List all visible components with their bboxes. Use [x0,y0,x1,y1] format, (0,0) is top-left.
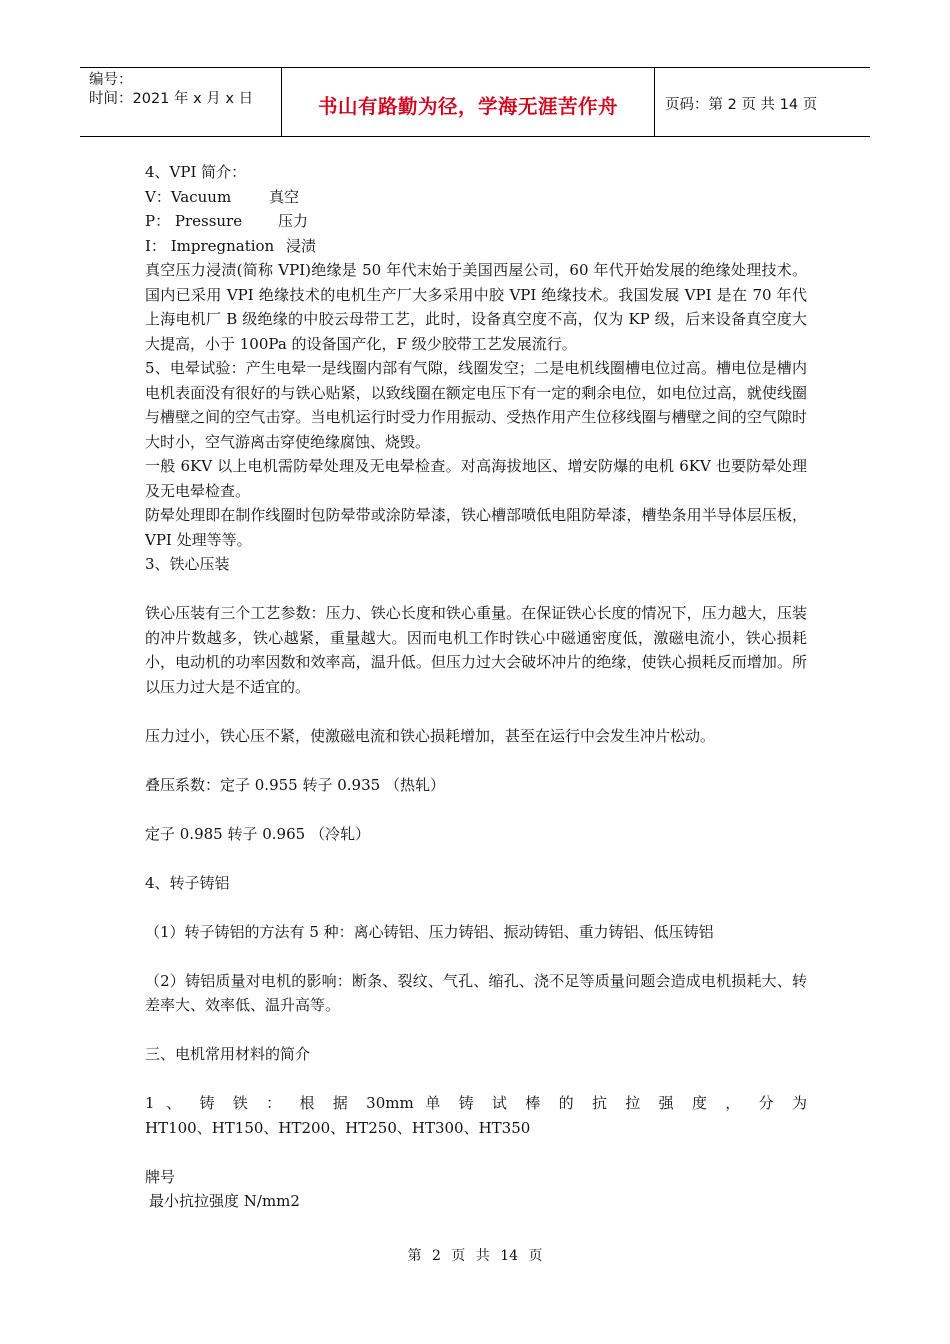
vpi-p-row [145,209,807,234]
vpi-i-key: I： Impregnation [145,236,275,255]
rotor-heading: 4、转子铸铝 [145,873,230,892]
core-paragraph-1: 铁心压装有三个工艺参数：压力、铁心长度和铁心重量。在保证铁心长度的情况下，压力越大，压装的冲片数越多，铁心越紧，重量越大。因而电机工作时铁心中磁通密度低，激磁电流小，铁心损耗小，电动机的功率因数和效率高，温升低。但压力过大会破坏冲片的绝缘，使铁心损耗反而增加。所以压力过大是不适宜的。 [145,604,807,696]
cast-iron-line-2: HT100、HT150、HT200、HT250、HT300、HT350 [145,1118,531,1137]
materials-heading: 三、电机常用材料的简介 [145,1045,311,1063]
rotor-item-2: （2）铸铝质量对电机的影响：断条、裂纹、气孔、缩孔、浇不足等质量问题会造成电机损耗大、转差率大、效率低、温升高等。 [145,971,807,1014]
vpi-v-row [145,185,807,210]
page-header [80,67,870,137]
vpi-v-value: 真空 [269,187,300,206]
vpi-paragraph: 真空压力浸渍(简称 VPI)绝缘是 50 年代末始于美国西屋公司，60 年代开始发展的绝缘处理技术。国内已采用 VPI 绝缘技术的电机生产厂大多采用中胶 VPI 绝缘技术。我国发展 VPI 是在 70 年代上海电机厂 B 级绝缘的中胶云母带工艺，此时，设备真空度不高，仅为 KP 级，后来设备真空度大大提高，小于 100Pa 的设备国产化，F 级少胶带工艺发展流行。 [145,261,807,353]
page-footer: 第 2 页 共 14 页 [407,1248,543,1264]
core-heading: 3、铁心压装 [145,555,230,573]
stacking-factor-cold: 定子 0.985 转子 0.965 （冷轧） [145,824,370,843]
vpi-i-value: 浸渍 [286,236,317,255]
number-label: 编号： [89,72,133,88]
vpi-v-key: V：Vacuum [145,187,232,206]
header-page-label: 页码：第 2 页 共 14 页 [665,96,818,113]
vpi-p-key: P： Pressure [145,212,243,230]
vpi-heading: 4、VPI 简介： [145,163,247,181]
rotor-item-1: （1）转子铸铝的方法有 5 种：离心铸铝、压力铸铝、振动铸铝、重力铸铝、低压铸铝 [145,922,714,941]
header-motto: 书山有路勤为径，学海无涯苦作舟 [282,68,655,136]
time-label: 时间：2021 年 x 月 x 日 [89,91,254,107]
vpi-i-row [145,234,807,259]
core-paragraph-2: 压力过小，铁心压不紧，使激磁电流和铁心损耗增加，甚至在运行中会发生冲片松动。 [145,726,716,745]
cast-iron-line-1: 1 、 铸 铁 ： 根 据 30mm 单 铸 试 棒 的 抗 拉 强 度 ， 分 为 [145,1094,807,1112]
vpi-p-value: 压力 [278,212,309,230]
corona-paragraph-3: 防晕处理即在制作线圈时包防晕带或涂防晕漆，铁心槽部喷低电阻防晕漆，槽垫条用半导体层压板，VPI 处理等等。 [145,506,807,549]
document-body [145,160,807,1214]
strength-label: 最小抗拉强度 N/mm2 [149,1192,300,1210]
stacking-factor-hot: 叠压系数：定子 0.955 转子 0.935 （热轧） [145,775,445,794]
corona-paragraph-2: 一般 6KV 以上电机需防晕处理及无电晕检查。对高海拔地区、增安防爆的电机 6KV 也要防晕处理及无电晕检查。 [145,457,807,500]
header-meta [80,68,282,136]
grade-label: 牌号 [145,1167,176,1186]
corona-paragraph: 5、电晕试验：产生电晕一是线圈内部有气隙，线圈发空；二是电机线圈槽电位过高。槽电位是槽内电机表面没有很好的与铁心贴紧，以致线圈在额定电压下有一定的剩余电位，如电位过高，就使线圈与槽壁之间的空气击穿。当电机运行时受力作用振动、受热作用产生位移线圈与槽壁之间的空气隙时大时小，空气游离击穿使绝缘腐蚀、烧毁。 [145,359,807,451]
